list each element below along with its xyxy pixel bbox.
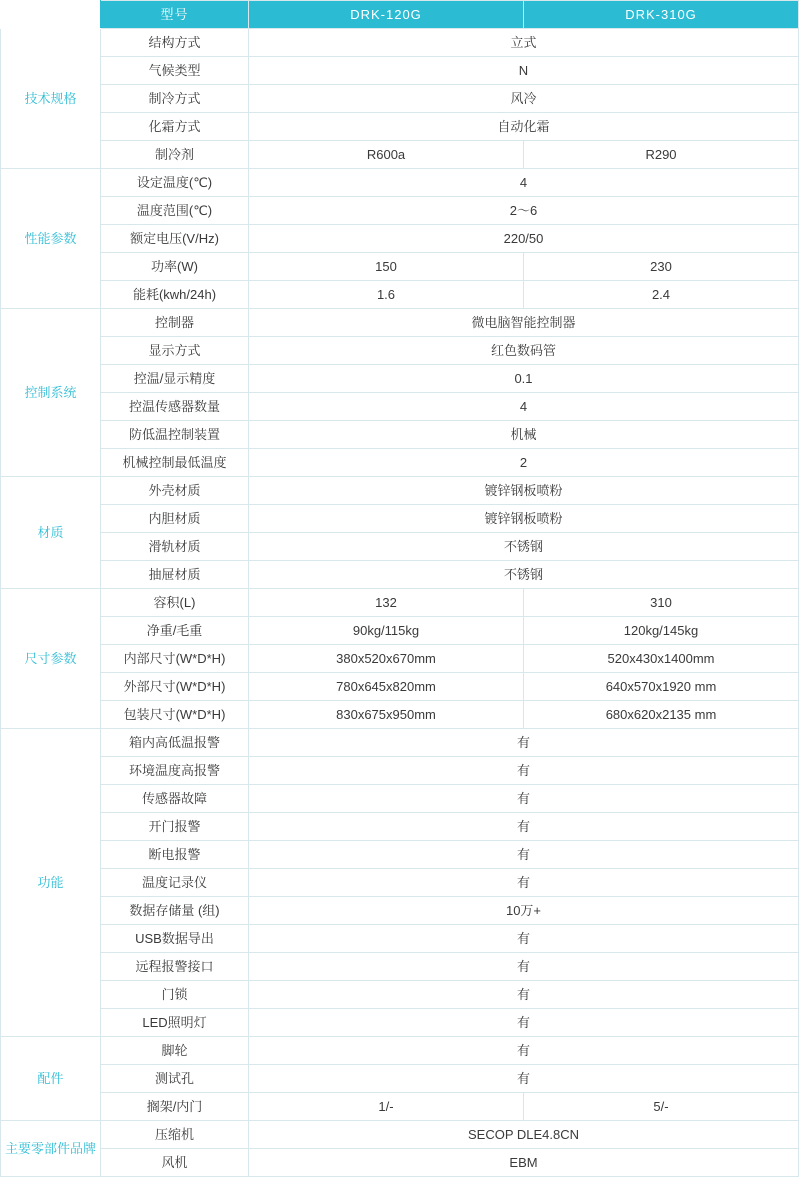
row-value-shared: 有 (249, 981, 799, 1009)
row-item-label: 数据存储量 (组) (101, 897, 249, 925)
row-value-310g: 640x570x1920 mm (524, 673, 799, 701)
row-value-shared: 4 (249, 393, 799, 421)
row-item-label: 断电报警 (101, 841, 249, 869)
row-value-shared: 10万+ (249, 897, 799, 925)
row-item-label: 化霜方式 (101, 113, 249, 141)
row-value-shared: 有 (249, 757, 799, 785)
row-item-label: 环境温度高报警 (101, 757, 249, 785)
header-model: 型号 (101, 1, 249, 29)
row-item-label: 机械控制最低温度 (101, 449, 249, 477)
row-value-120g: 380x520x670mm (249, 645, 524, 673)
table-row (1, 197, 799, 225)
row-value-shared: 自动化霜 (249, 113, 799, 141)
row-item-label: 温度记录仪 (101, 869, 249, 897)
row-value-shared: EBM (249, 1149, 799, 1177)
table-header (1, 1, 799, 29)
table-row (1, 561, 799, 589)
table-row (1, 505, 799, 533)
row-value-shared: 有 (249, 785, 799, 813)
row-value-shared: 4 (249, 169, 799, 197)
row-value-120g: 780x645x820mm (249, 673, 524, 701)
group-label: 控制系统 (1, 309, 101, 477)
row-value-120g: R600a (249, 141, 524, 169)
table-row (1, 337, 799, 365)
row-value-120g: 132 (249, 589, 524, 617)
row-item-label: USB数据导出 (101, 925, 249, 953)
row-value-shared: 机械 (249, 421, 799, 449)
row-item-label: 控温/显示精度 (101, 365, 249, 393)
row-value-shared: 红色数码管 (249, 337, 799, 365)
table-row (1, 449, 799, 477)
table-row (1, 757, 799, 785)
row-value-310g: 5/- (524, 1093, 799, 1121)
row-value-shared: 有 (249, 953, 799, 981)
group-label: 性能参数 (1, 169, 101, 309)
row-value-shared: 有 (249, 1037, 799, 1065)
table-row (1, 169, 799, 197)
table-row (1, 897, 799, 925)
row-value-310g: 2.4 (524, 281, 799, 309)
table-row (1, 813, 799, 841)
row-value-310g: 120kg/145kg (524, 617, 799, 645)
row-item-label: 箱内高低温报警 (101, 729, 249, 757)
row-item-label: 制冷方式 (101, 85, 249, 113)
row-value-120g: 830x675x950mm (249, 701, 524, 729)
table-row (1, 365, 799, 393)
row-item-label: 控制器 (101, 309, 249, 337)
row-item-label: 防低温控制装置 (101, 421, 249, 449)
row-value-shared: 微电脑智能控制器 (249, 309, 799, 337)
row-value-shared: 2 (249, 449, 799, 477)
row-value-310g: 310 (524, 589, 799, 617)
table-row (1, 477, 799, 505)
row-value-shared: 不锈钢 (249, 561, 799, 589)
row-value-310g: R290 (524, 141, 799, 169)
table-row (1, 589, 799, 617)
row-value-shared: 220/50 (249, 225, 799, 253)
row-value-shared: 有 (249, 1009, 799, 1037)
row-item-label: 远程报警接口 (101, 953, 249, 981)
row-value-shared: 2～6 (249, 197, 799, 225)
table-row (1, 1149, 799, 1177)
row-value-shared: SECOP DLE4.8CN (249, 1121, 799, 1149)
table-row (1, 925, 799, 953)
row-value-shared: 不锈钢 (249, 533, 799, 561)
row-item-label: 开门报警 (101, 813, 249, 841)
header-blank (1, 1, 101, 29)
row-value-shared: 有 (249, 869, 799, 897)
row-value-shared: 有 (249, 925, 799, 953)
table-row (1, 869, 799, 897)
table-row (1, 393, 799, 421)
row-value-shared: 镀锌钢板喷粉 (249, 505, 799, 533)
row-item-label: 外部尺寸(W*D*H) (101, 673, 249, 701)
table-row (1, 1093, 799, 1121)
row-item-label: 内部尺寸(W*D*H) (101, 645, 249, 673)
table-row (1, 1065, 799, 1093)
row-value-120g: 150 (249, 253, 524, 281)
row-item-label: 传感器故障 (101, 785, 249, 813)
row-value-120g: 90kg/115kg (249, 617, 524, 645)
table-row (1, 953, 799, 981)
table-row (1, 617, 799, 645)
row-item-label: 搁架/内门 (101, 1093, 249, 1121)
table-row (1, 29, 799, 57)
table-row (1, 645, 799, 673)
table-row (1, 113, 799, 141)
table-row (1, 281, 799, 309)
table-row (1, 673, 799, 701)
group-label: 功能 (1, 729, 101, 1037)
row-value-310g: 520x430x1400mm (524, 645, 799, 673)
row-item-label: LED照明灯 (101, 1009, 249, 1037)
row-item-label: 容积(L) (101, 589, 249, 617)
group-label: 材质 (1, 477, 101, 589)
row-item-label: 制冷剂 (101, 141, 249, 169)
row-value-310g: 680x620x2135 mm (524, 701, 799, 729)
row-item-label: 滑轨材质 (101, 533, 249, 561)
row-value-shared: 有 (249, 813, 799, 841)
table-row (1, 141, 799, 169)
table-row (1, 1009, 799, 1037)
table-row (1, 85, 799, 113)
row-item-label: 能耗(kwh/24h) (101, 281, 249, 309)
row-item-label: 脚轮 (101, 1037, 249, 1065)
table-row (1, 253, 799, 281)
row-item-label: 显示方式 (101, 337, 249, 365)
row-item-label: 门锁 (101, 981, 249, 1009)
row-item-label: 抽屉材质 (101, 561, 249, 589)
group-label: 尺寸参数 (1, 589, 101, 729)
table-row (1, 1121, 799, 1149)
table-row (1, 729, 799, 757)
header-model-310g: DRK-310G (524, 1, 799, 29)
row-value-shared: 有 (249, 841, 799, 869)
row-value-shared: 立式 (249, 29, 799, 57)
row-item-label: 压缩机 (101, 1121, 249, 1149)
row-item-label: 温度范围(℃) (101, 197, 249, 225)
table-row (1, 225, 799, 253)
row-value-shared: N (249, 57, 799, 85)
row-value-shared: 镀锌钢板喷粉 (249, 477, 799, 505)
row-value-310g: 230 (524, 253, 799, 281)
row-value-shared: 有 (249, 729, 799, 757)
row-item-label: 测试孔 (101, 1065, 249, 1093)
row-item-label: 内胆材质 (101, 505, 249, 533)
table-body (1, 29, 799, 1177)
table-row (1, 533, 799, 561)
table-row (1, 701, 799, 729)
table-row (1, 421, 799, 449)
row-item-label: 功率(W) (101, 253, 249, 281)
row-item-label: 控温传感器数量 (101, 393, 249, 421)
table-row (1, 57, 799, 85)
table-row (1, 841, 799, 869)
row-item-label: 额定电压(V/Hz) (101, 225, 249, 253)
row-item-label: 结构方式 (101, 29, 249, 57)
row-item-label: 包装尺寸(W*D*H) (101, 701, 249, 729)
row-item-label: 风机 (101, 1149, 249, 1177)
header-model-120g: DRK-120G (249, 1, 524, 29)
row-value-120g: 1.6 (249, 281, 524, 309)
table-row (1, 309, 799, 337)
table-row (1, 785, 799, 813)
row-item-label: 气候类型 (101, 57, 249, 85)
table-row (1, 981, 799, 1009)
row-item-label: 净重/毛重 (101, 617, 249, 645)
row-item-label: 外壳材质 (101, 477, 249, 505)
row-value-shared: 有 (249, 1065, 799, 1093)
row-item-label: 设定温度(℃) (101, 169, 249, 197)
group-label: 配件 (1, 1037, 101, 1121)
row-value-shared: 0.1 (249, 365, 799, 393)
group-label: 技术规格 (1, 29, 101, 169)
row-value-shared: 风冷 (249, 85, 799, 113)
row-value-120g: 1/- (249, 1093, 524, 1121)
table-row (1, 1037, 799, 1065)
group-label: 主要零部件品牌 (1, 1121, 101, 1177)
header-row (1, 1, 799, 29)
